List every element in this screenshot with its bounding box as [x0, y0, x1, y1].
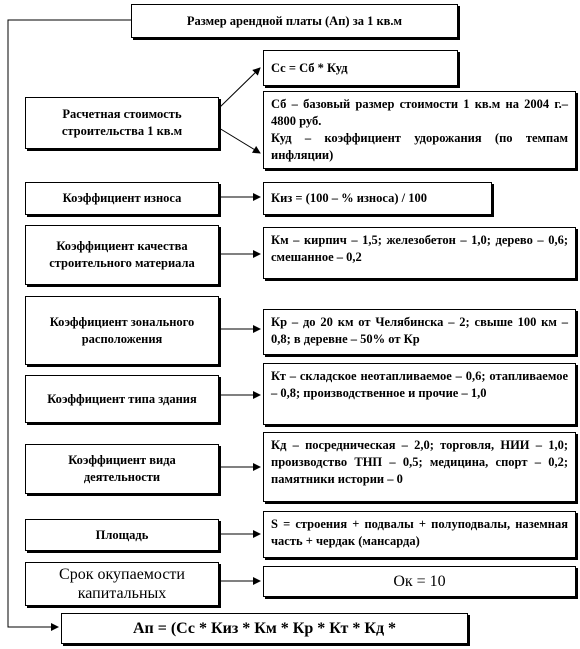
detail-box-zone	[263, 309, 576, 355]
formula-box	[61, 613, 468, 644]
factor-box-zone	[25, 296, 219, 365]
detail-box-material	[263, 227, 576, 279]
arrow-row1-lower	[219, 128, 260, 153]
detail-text: Кр – до 20 км от Челябинска – 2; свыше 100 км – 0,8; в деревне – 50% от Кр	[271, 315, 568, 346]
detail-box-building-type	[263, 363, 576, 425]
detail-text: Киз = (100 – % износа) / 100	[271, 191, 427, 205]
header-box	[131, 4, 458, 38]
factor-label: Расчетная стоимость строительства 1 кв.м	[61, 107, 183, 138]
formula-text: Ап = (Сс * Киз * Км * Кр * Кт * Кд *	[132, 620, 397, 637]
arrow-row1-upper	[219, 68, 260, 108]
detail-box-area	[263, 511, 576, 558]
detail-text: Ок = 10	[393, 573, 446, 590]
factor-box-payback	[25, 562, 219, 606]
detail-text: S = строения + подвалы + полуподвалы, наземная часть + чердак (мансарда)	[271, 517, 568, 548]
factor-box-material	[25, 225, 219, 285]
detail-text: Км – кирпич – 1,5; железобетон – 1,0; дерево – 0,6; смешанное – 0,2	[271, 233, 568, 264]
factor-box-building-type	[25, 375, 219, 423]
factor-label: Коэффициент износа	[62, 191, 182, 205]
factor-label: Коэффициент зонального расположения	[49, 314, 195, 346]
factor-label: Коэффициент типа здания	[47, 391, 197, 406]
detail-box-cb-kud	[263, 91, 576, 169]
detail-text: Кт – складское неотапливаемое – 0,6; отапливаемое – 0,8; производственное и прочие – 1,0	[271, 369, 568, 400]
factor-box-activity	[25, 444, 219, 494]
factor-label: Площадь	[95, 527, 149, 542]
detail-text: Кд – посредническая – 2,0; торговля, НИИ – 1,0; производство ТНП – 0,5; медицина, спорт – 0,2; памятники истории – 0	[271, 438, 568, 486]
detail-box-wear	[263, 182, 492, 215]
factor-box-area	[25, 519, 219, 551]
factor-box-construction-cost	[25, 97, 219, 149]
factor-label: Коэффициент вида деятельности	[68, 453, 176, 484]
factor-label: Срок окупаемости капитальных	[59, 566, 185, 602]
factor-label: Коэффициент качества строительного материала	[49, 239, 195, 270]
detail-box-payback	[263, 566, 576, 597]
detail-text: Сс = Сб * Куд	[271, 60, 348, 75]
header-text: Размер арендной платы (Ап) за 1 кв.м	[186, 13, 403, 28]
detail-box-cc-formula	[263, 50, 458, 86]
detail-text: Куд – коэффициент удорожания (по темпам инфляции)	[271, 131, 568, 162]
detail-text: Сб – базовый размер стоимости 1 кв.м на 2004 г.– 4800 руб.	[271, 97, 568, 128]
factor-box-wear	[25, 182, 219, 215]
detail-box-activity	[263, 432, 576, 502]
